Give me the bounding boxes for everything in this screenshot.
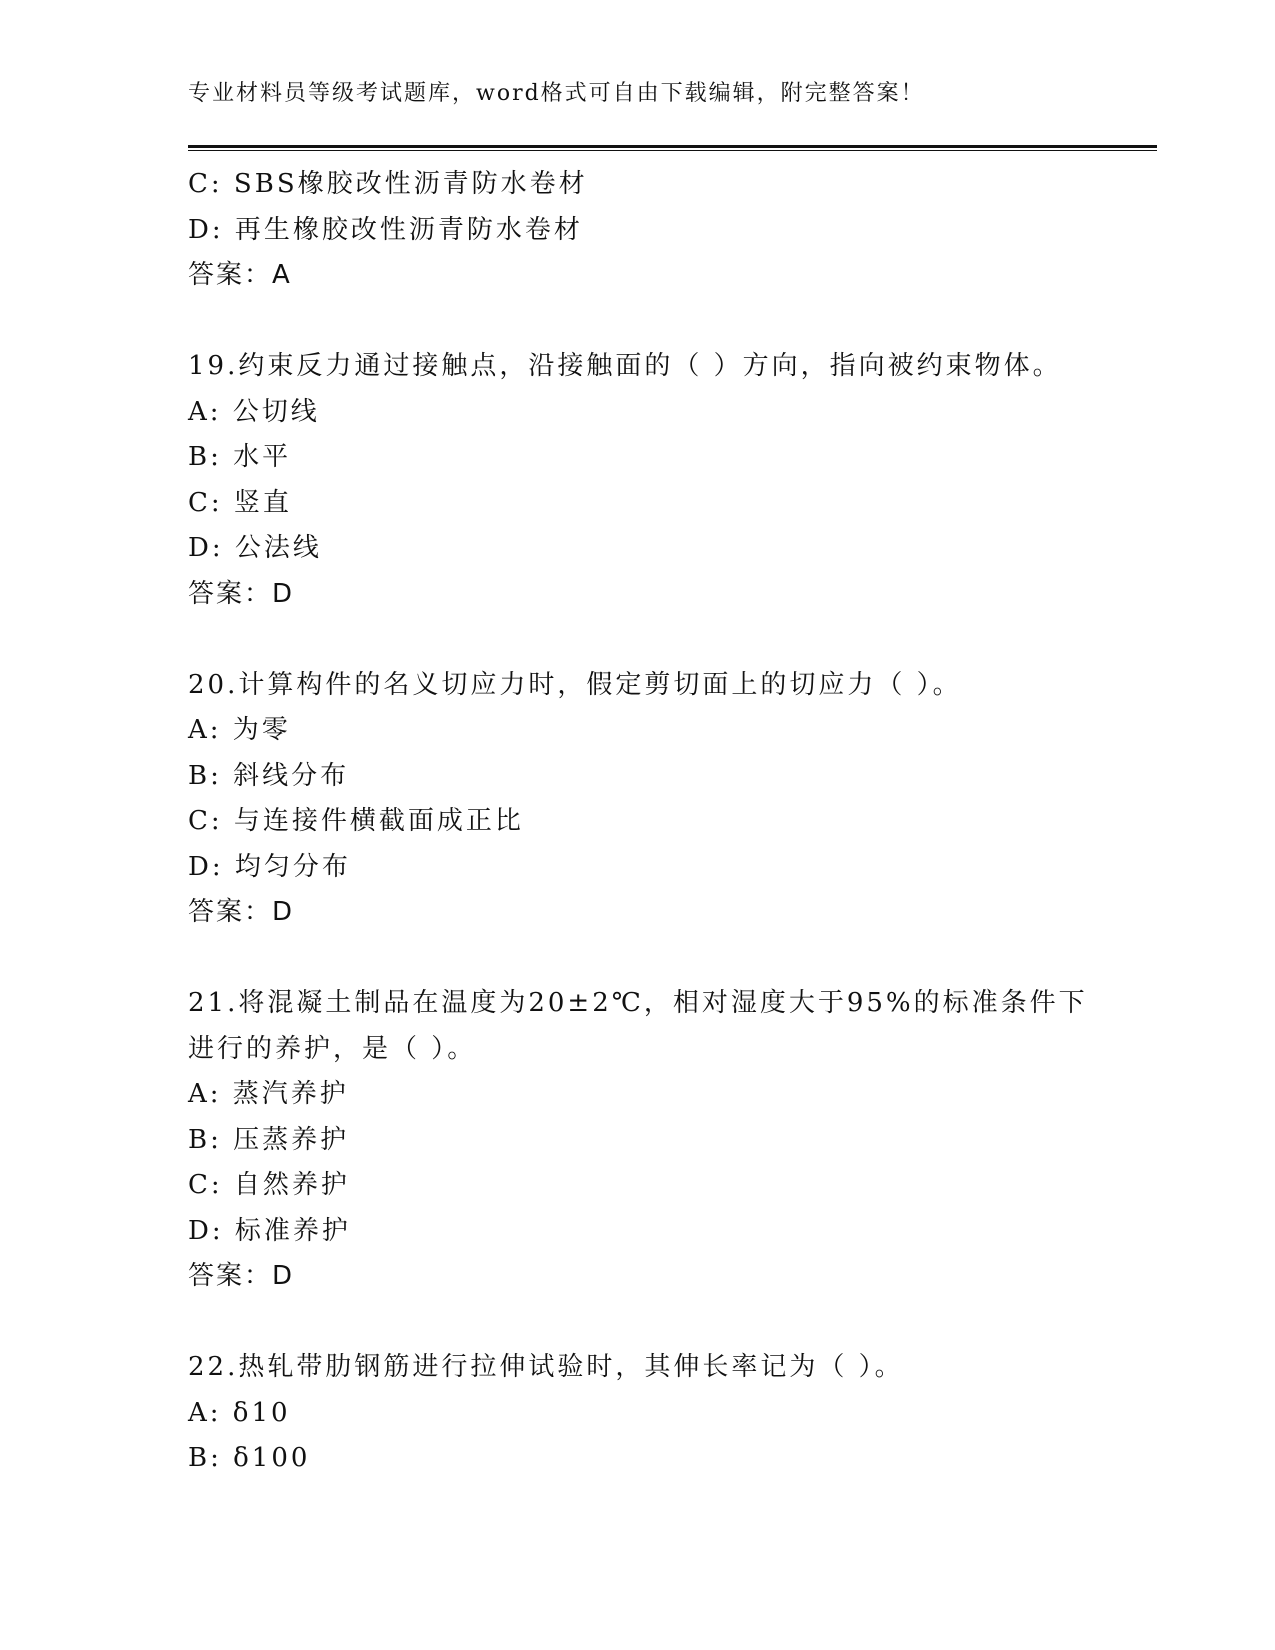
question-22	[188, 1345, 1128, 1482]
header-divider-thin	[188, 150, 1157, 151]
question-stem: 21.将混凝土制品在温度为20±2℃，相对湿度大于95%的标准条件下	[188, 988, 1088, 1018]
option-b: B: δ100	[188, 1443, 311, 1473]
page-header: 专业材料员等级考试题库，word格式可自由下载编辑，附完整答案！	[188, 81, 925, 106]
answer: 答案：D	[188, 578, 295, 609]
answer: 答案：A	[188, 260, 292, 290]
option-c: C: SBS橡胶改性沥青防水卷材	[188, 169, 588, 199]
answer: 答案：D	[188, 1261, 295, 1291]
question-20	[188, 663, 1128, 936]
option-d: D: 标准养护	[188, 1215, 351, 1246]
option-a: A: 为零	[188, 715, 291, 745]
option-d: D: 均匀分布	[188, 851, 351, 882]
question-19	[188, 344, 1128, 617]
spacer	[188, 1300, 1128, 1346]
option-b: B: 水平	[188, 442, 292, 472]
spacer	[188, 936, 1128, 982]
option-a: A: δ10	[188, 1397, 291, 1428]
answer: 答案：D	[188, 897, 295, 927]
option-d: D: 公法线	[188, 533, 322, 563]
question-21	[188, 981, 1128, 1300]
option-c: C: 竖直	[188, 487, 292, 518]
question-stem: 20.计算构件的名义切应力时，假定剪切面上的切应力（ ）。	[188, 669, 962, 700]
option-b: B: 压蒸养护	[188, 1124, 350, 1155]
document-body	[188, 162, 1128, 1482]
header-divider-thick	[188, 145, 1157, 148]
option-a: A: 蒸汽养护	[188, 1079, 349, 1109]
question-stem: 22.热轧带肋钢筋进行拉伸试验时，其伸长率记为（ ）。	[188, 1352, 904, 1382]
spacer	[188, 617, 1128, 663]
option-c: C: 自然养护	[188, 1170, 350, 1200]
option-c: C: 与连接件横截面成正比	[188, 806, 524, 836]
header-divider	[188, 145, 1157, 151]
option-a: A: 公切线	[188, 396, 320, 427]
option-d: D: 再生橡胶改性沥青防水卷材	[188, 214, 583, 245]
option-b: B: 斜线分布	[188, 760, 350, 791]
spacer	[188, 299, 1128, 345]
question-stem-continued: 进行的养护，是（ ）。	[188, 1033, 477, 1064]
question-stem: 19.约束反力通过接触点，沿接触面的（ ）方向，指向被约束物体。	[188, 351, 1062, 381]
question-18-tail	[188, 162, 1128, 299]
